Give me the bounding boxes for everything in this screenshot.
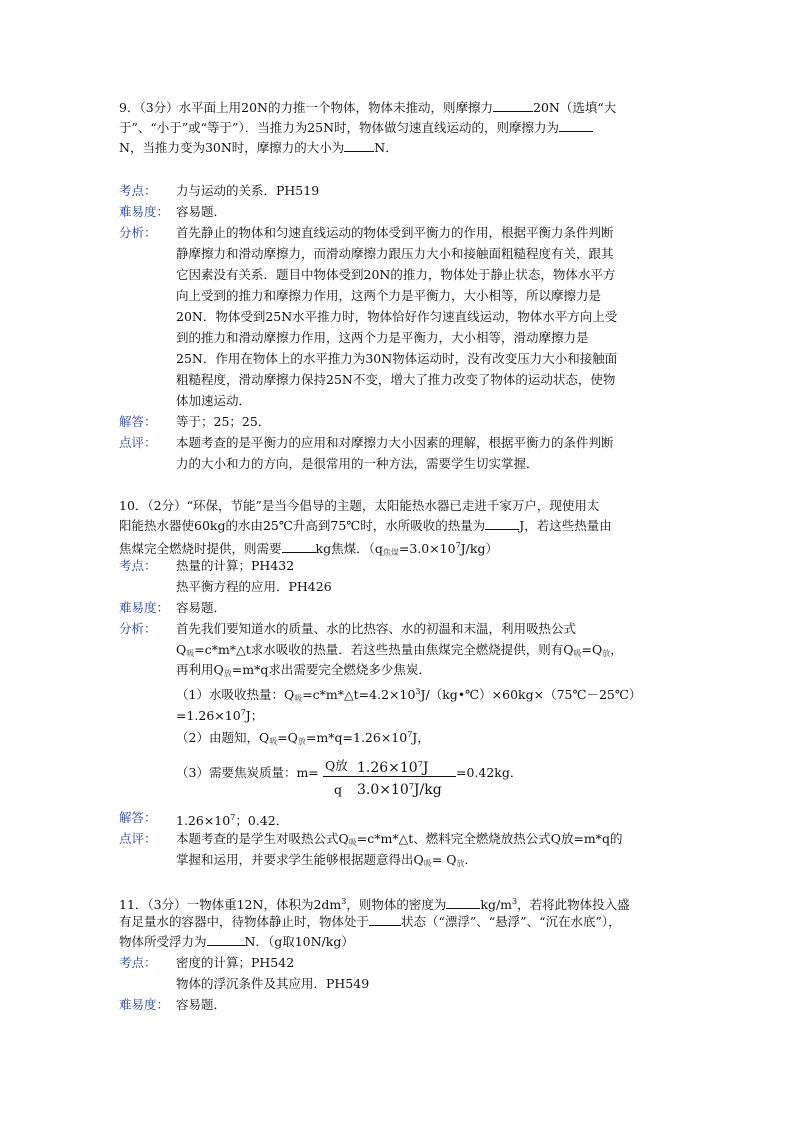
jieda-label: 解答：: [119, 810, 157, 825]
blank-2[interactable]: [369, 914, 401, 926]
dianping-label: 点评：: [119, 831, 157, 846]
fenxi-label: 分析：: [119, 225, 157, 240]
q9-line-1: 9．（3分）水平面上用20N的力推一个物体，物体未推动，则摩擦力 20N（选填“大: [119, 100, 617, 115]
kaodian-text: 密度的计算；PH542: [176, 955, 295, 970]
nandu-label: 难易度：: [119, 600, 170, 615]
q10-line-2: 阳能热水器使60kg的水由25℃升高到75℃时，水所吸收的热量为 J，若这些热量由: [119, 518, 612, 533]
jieda-label: 解答：: [119, 414, 157, 429]
fenxi-label: 分析：: [119, 621, 157, 636]
q9-line-3: N，当推力变为30N时，摩擦力的大小为 N．: [119, 140, 398, 155]
dianping-line: 掌握和运用，并要求学生能够根据题意得出$Q_吸= Q_放$．: [176, 852, 477, 868]
q11-line-1: 11．（3分）一物体重12N，体积为$2dm^3$，则物体的密度为 $kg/m^3$，若将此物体投入盛: [119, 897, 630, 912]
nandu-label: 难易度：: [119, 997, 170, 1012]
dianping-label: 点评：: [119, 435, 157, 450]
kaodian-label: 考点：: [119, 955, 157, 970]
fenxi-line: 到的推力和滑动摩擦力作用，这两个力是平衡力，大小相等，滑动摩擦力是: [176, 330, 589, 345]
step-3-label: （3）需要焦炭质量：m=: [176, 765, 319, 780]
q11-line-3: 物体所受浮力为 N．（g取10N/kg）: [119, 934, 354, 949]
blank-1[interactable]: [446, 897, 480, 909]
fraction-denominator-q: q: [334, 782, 343, 797]
q10-line-1: 10．（2分）“环保，节能”是当今倡导的主题，太阳能热水器已走进千家万户，现使用太: [119, 498, 600, 513]
kaodian-text: 物体的浮沉条件及其应用．PH549: [176, 976, 370, 991]
fenxi-line: 粗糙程度，滑动摩擦力保持25N不变，增大了推力改变了物体的运动状态，使物: [176, 372, 616, 387]
dianping-line: 力的大小和力的方向，是很常用的一种方法，需要学生切实掌握．: [176, 456, 539, 471]
fenxi-line: 它因素没有关系．题目中物体受到20N的推力，物体处于静止状态，物体水平方: [176, 267, 616, 282]
nandu-text: 容易题．: [176, 204, 227, 219]
dianping-line: 本题考查的是学生对吸热公式$Q_吸=c*m*\triangle t$、燃料完全燃烧放热公式Q放=m*q的: [176, 831, 623, 847]
q9-line-2: 于”、“小于”或“等于”）．当推力为25N时，物体做匀速直线运动的，则摩擦力为: [119, 120, 593, 136]
fenxi-line: 25N．作用在物体上的水平推力为30N物体运动时，没有改变压力大小和接触面: [176, 351, 618, 366]
step-1: （1）水吸收热量：$Q_吸=c*m*\triangle t=4.2\times 10^3J/(kg•℃)\times 60kg\times(75℃-25℃)$: [176, 687, 642, 703]
blank-2[interactable]: [282, 541, 316, 553]
blank-1[interactable]: [485, 518, 519, 530]
kaodian-text: 力与运动的关系．PH519: [176, 183, 320, 198]
fenxi-line: 20N．物体受到25N水平推力时，物体恰好作匀速直线运动，物体水平方向上受: [176, 309, 618, 324]
jieda-text: 等于；25；25．: [176, 414, 271, 429]
fraction-numerator-q: Q放: [325, 758, 348, 773]
nandu-label: 难易度：: [119, 204, 170, 219]
fenxi-line: 向上受到的推力和摩擦力作用，这两个力是平衡力，大小相等，所以摩擦力是: [176, 288, 602, 303]
jieda-text: $1.26\times 10^7$；0.42．: [176, 813, 289, 828]
fenxi-line: 静摩擦力和滑动摩擦力，而滑动摩擦力跟压力大小和接触面粗糙程度有关，跟其: [176, 246, 614, 261]
kaodian-text: 热平衡方程的应用．PH426: [176, 579, 332, 594]
blank-2[interactable]: [559, 120, 593, 132]
nandu-text: 容易题．: [176, 600, 227, 615]
blank-3[interactable]: [344, 140, 374, 152]
fraction-numerator-value: 1.26×10: [357, 760, 418, 776]
q11-line-2: 有足量水的容器中，待物体静止时，物体处于 状态（“漂浮”、“悬浮”、“沉在水底”），: [119, 914, 621, 929]
fenxi-line: $Q_吸=c*m*\triangle t$求水吸收的热量．若这些热量由焦煤完全燃烧提供，则有$Q_吸=Q_放$，: [176, 642, 623, 658]
kaodian-text: 热量的计算；PH432: [176, 558, 295, 573]
step-1-cont: $=1.26\times 10^7J$；: [176, 708, 264, 723]
dianping-line: 本题考查的是平衡力的应用和对摩擦力大小因素的理解，根据平衡力的条件判断: [176, 435, 614, 450]
fenxi-line: 再利用$Q_放=m*q$求出需要完全燃烧多少焦炭．: [176, 662, 431, 678]
q10-line-3: 焦煤完全燃烧时提供，则需要 kg焦煤．$(q_{焦煤}=3.0\times 10^7J/kg)$: [119, 541, 498, 557]
fenxi-line: 首先我们要知道水的质量、水的比热容、水的初温和末温，利用吸热公式: [176, 621, 577, 636]
step-2: （2）由题知，$Q_吸=Q_放=m*q=1.26\times 10^7J$，: [176, 730, 430, 746]
fenxi-line: 首先静止的物体和匀速直线运动的物体受到平衡力的作用，根据平衡力条件判断: [176, 225, 614, 240]
mass-result: =0.42kg．: [456, 765, 523, 780]
nandu-text: 容易题．: [176, 997, 227, 1012]
fraction-denominator-value: 3.0×10: [357, 782, 409, 798]
fenxi-line: 体加速运动．: [176, 393, 252, 408]
fraction-bar: [323, 776, 456, 777]
blank-1[interactable]: [493, 100, 533, 112]
blank-3[interactable]: [207, 934, 245, 946]
kaodian-label: 考点：: [119, 183, 157, 198]
kaodian-label: 考点：: [119, 558, 157, 573]
